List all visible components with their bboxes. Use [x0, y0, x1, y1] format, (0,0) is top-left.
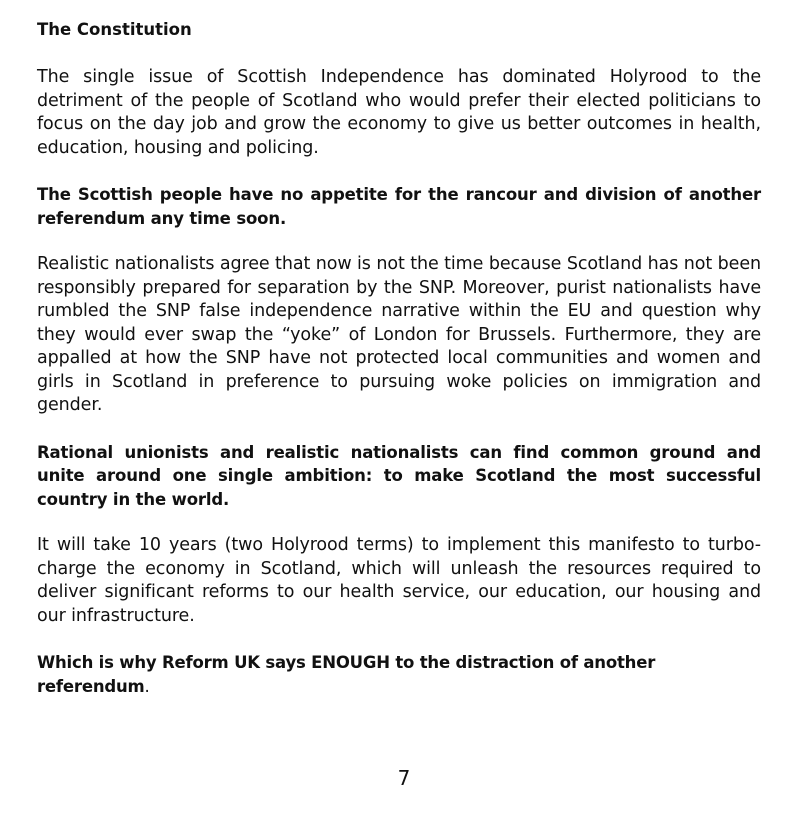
closing-statement	[37, 651, 761, 698]
document-body	[37, 18, 761, 698]
page-number: 7	[397, 766, 411, 790]
closing-statement-end: .	[144, 676, 150, 696]
paragraph-realistic-nationalists: Realistic nationalists agree that now is not the time because Scotland has not been responsibly prepared for separation by the SNP. Moreover, purist nationalists have rumbled the SNP false independence narrative within the EU and question why they would ever swap the “yoke” of London for Brussels. Furthermore, they are appalled at how the SNP have not protected local communities and women and girls in Scotland in preference to pursuing woke policies on immigration and gender.	[37, 254, 761, 415]
paragraph-intro: The single issue of Scottish Independence has dominated Holyrood to the detriment of the people of Scotland who would prefer their elected politicians to focus on the day job and grow the economy to give us better outcomes in health, education, housing and policing.	[37, 67, 761, 158]
section-heading: The Constitution	[37, 20, 192, 39]
paragraph-ten-years: It will take 10 years (two Holyrood terms) to implement this manifesto to turbo-charge the economy in Scotland, which will unleash the resources required to deliver significant reforms to our health service, our education, our housing and our infrastructure.	[37, 535, 761, 626]
paragraph-common-ground: Rational unionists and realistic nationalists can find common ground and unite around one single ambition: to make Scotland the most successful country in the world.	[37, 442, 761, 509]
paragraph-no-appetite: The Scottish people have no appetite for the rancour and division of another referendum any time soon.	[37, 185, 761, 228]
closing-statement-bold: Which is why Reform UK says ENOUGH to the distraction of another referendum	[37, 653, 656, 696]
